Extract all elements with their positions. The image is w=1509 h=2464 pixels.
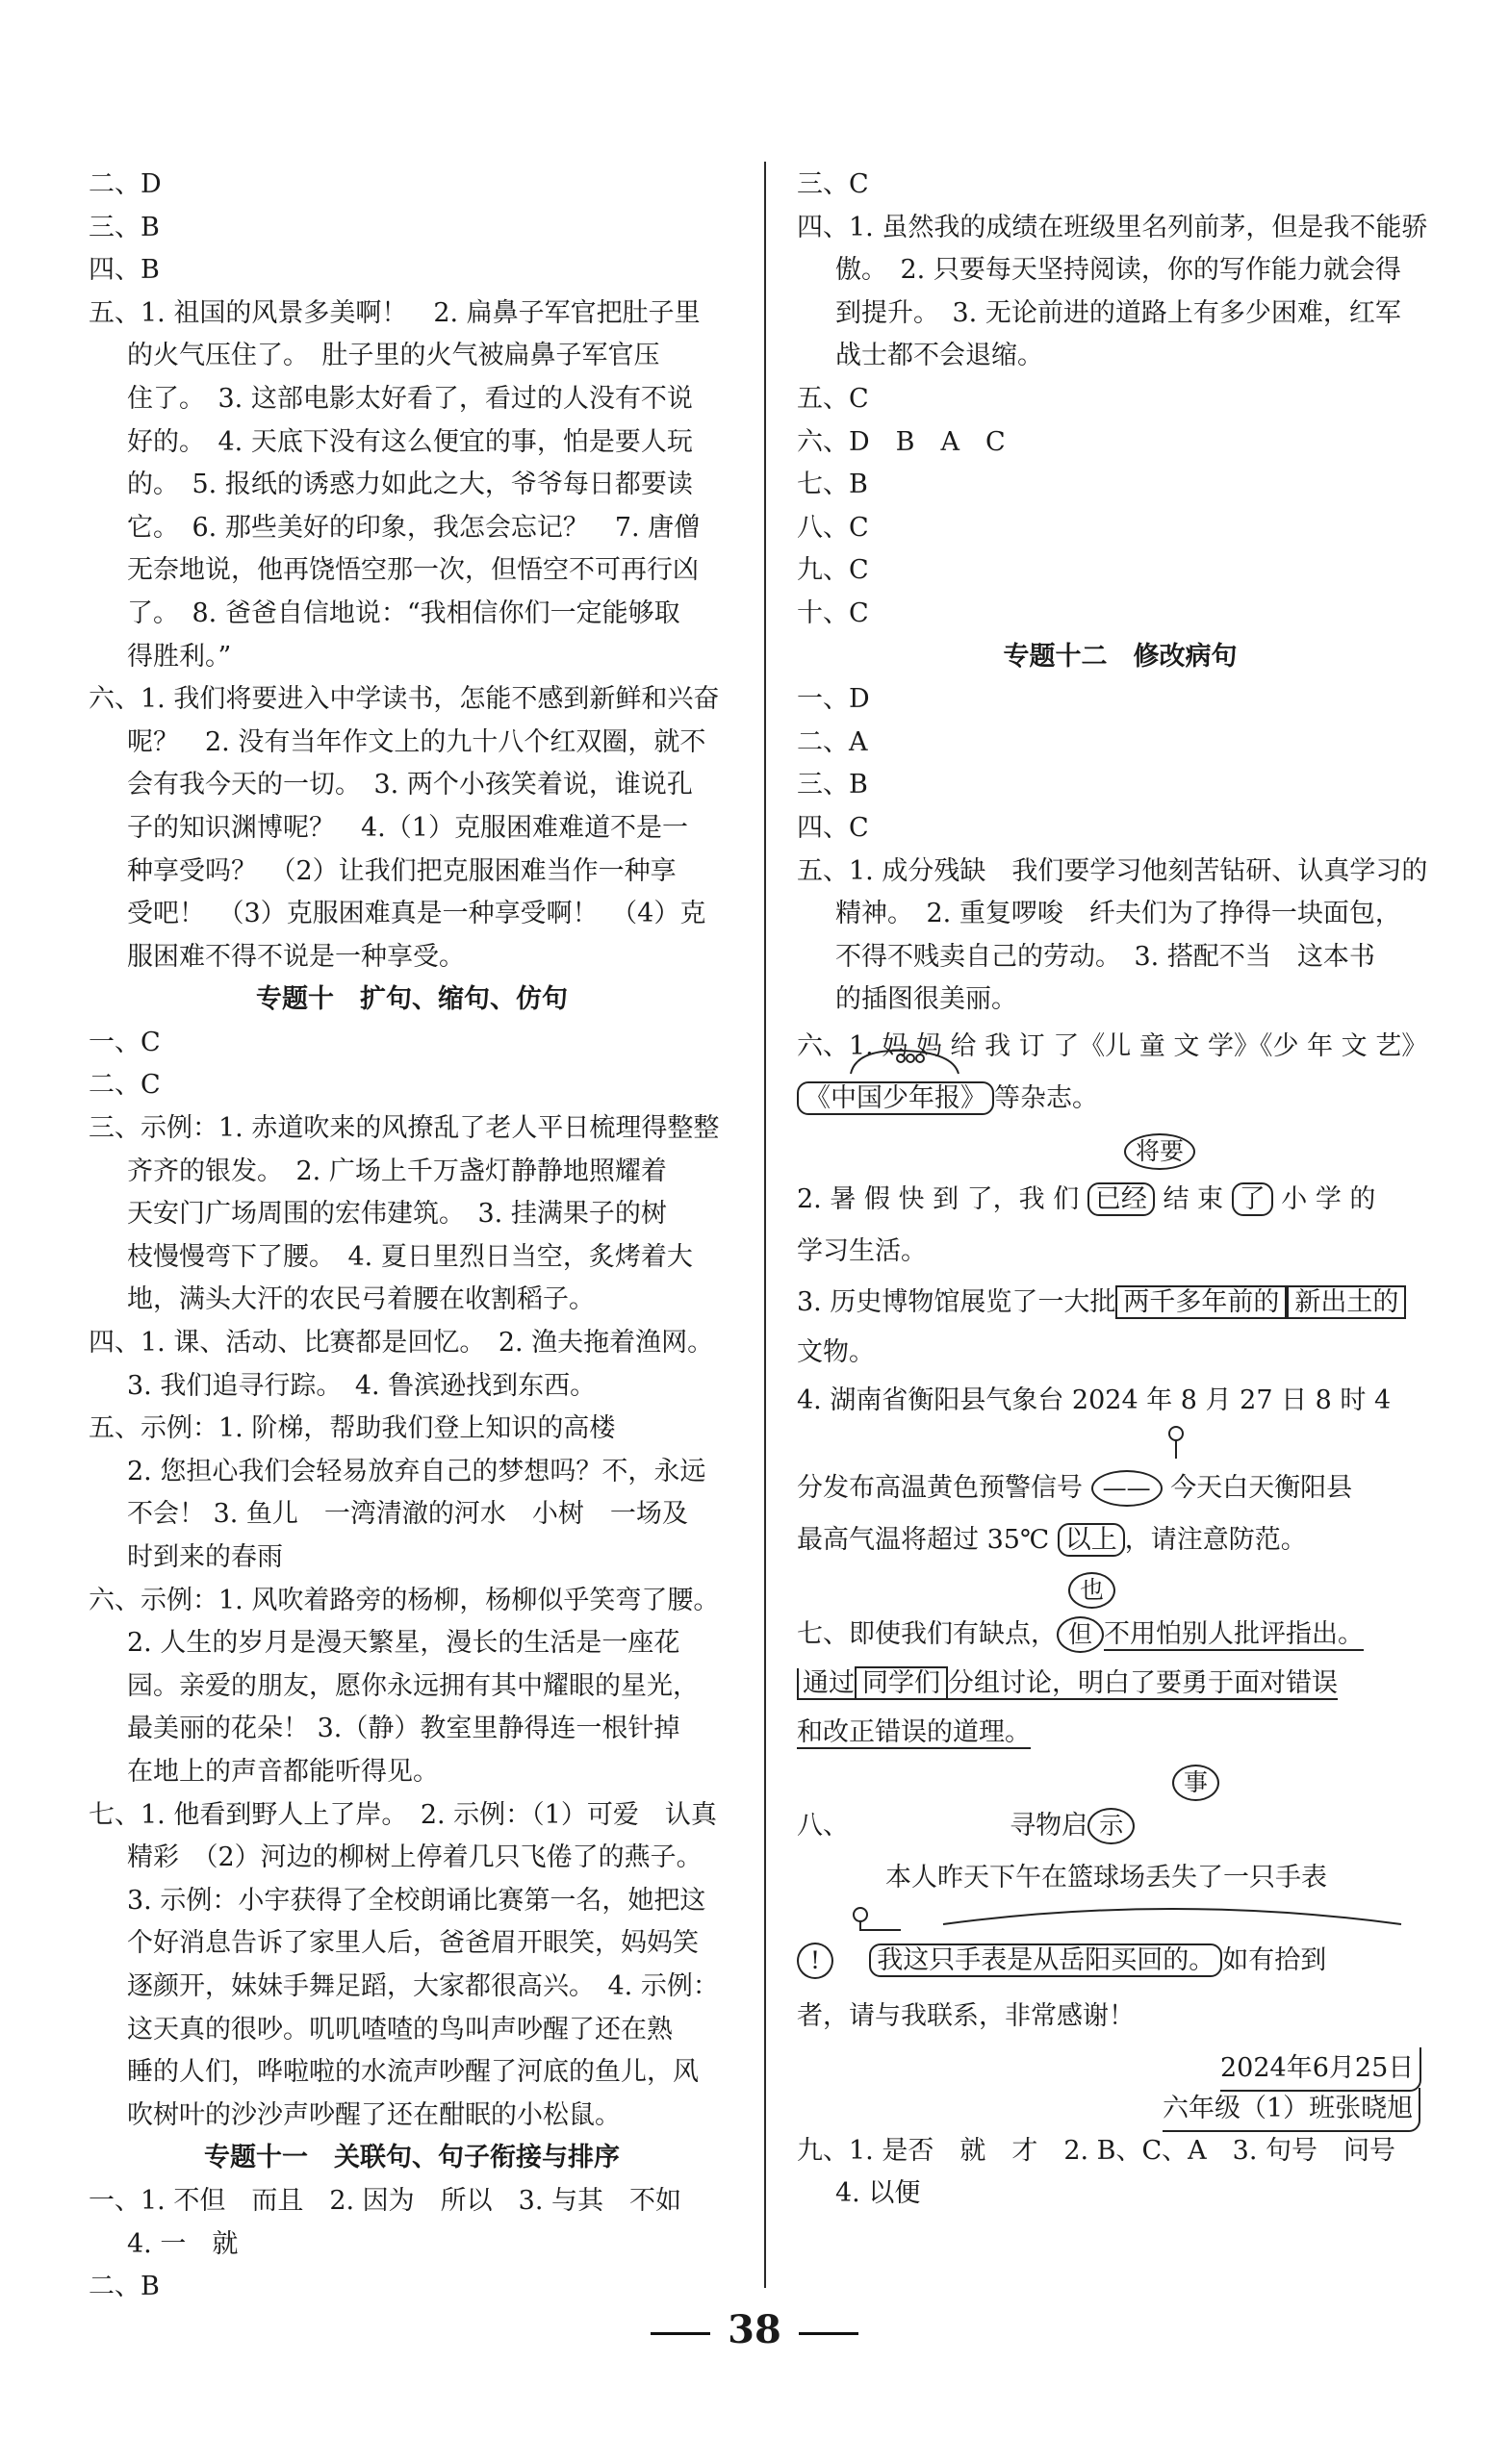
right-answers-upper xyxy=(797,164,1444,1022)
answer-line: 八、C xyxy=(797,512,869,543)
answer-line: 3. 我们追寻行踪。 4. 鲁滨逊找到东西。 xyxy=(127,1370,597,1401)
answer-line: 二、C xyxy=(89,1070,161,1101)
q7-l2-b: 分组讨论，明白了要勇于面对错误 xyxy=(948,1667,1338,1698)
q6-line-1: 六、1. 妈 妈 给 我 订 了《儿 童 文 学》《少 年 文 艺》 xyxy=(797,1030,1428,1061)
q6-line-9 xyxy=(797,1514,1444,1566)
answer-line: 七、1. 他看到野人上了岸。 2. 示例：（1）可爱 认真 xyxy=(89,1799,717,1830)
q6-line-2 xyxy=(797,1072,1444,1126)
answer-line: 时到来的春雨 xyxy=(127,1542,283,1572)
answer-line: 三、B xyxy=(797,770,868,800)
answer-line: 受吧！ （3）克服困难真是一种享受啊！ （4）克 xyxy=(127,899,706,929)
page-number xyxy=(0,2307,1509,2352)
answer-line: 精神。 2. 重复啰唆 纤夫们为了挣得一块面包， xyxy=(835,899,1401,929)
notice-signature-block xyxy=(797,2045,1444,2130)
answer-line: 精彩 （2）河边的柳树上停着几只飞倦了的燕子。 xyxy=(127,1842,703,1873)
answer-line: 个好消息告诉了家里人后，爸爸眉开眼笑，妈妈笑 xyxy=(127,1928,699,1959)
q7-l2-a: 通过 xyxy=(797,1668,855,1700)
q8-insert-row xyxy=(797,1757,1444,1801)
insert-word-ye: 也 xyxy=(1068,1572,1115,1609)
q6-line-5 xyxy=(797,1278,1444,1328)
q6-l9-a: 最高气温将超过 35℃ xyxy=(797,1524,1050,1555)
question-8-block xyxy=(797,1757,1444,2130)
q8-line-2: 本人昨天下午在篮球场丢失了一只手表 xyxy=(885,1862,1327,1892)
answer-line: 无奈地说，他再饶悟空那一次，但悟空不可再行凶 xyxy=(127,555,699,586)
q7-box-tongxuemen: 同学们 xyxy=(855,1666,948,1700)
section-heading: 专题十一 关联句、句子衔接与排序 xyxy=(204,2143,620,2173)
answer-line: 4. 一 就 xyxy=(127,2228,239,2259)
answer-line: 齐齐的银发。 2. 广场上千万盏灯静静地照耀着 xyxy=(127,1156,667,1186)
q8-line-1 xyxy=(797,1801,1444,1851)
page-number-text: 38 xyxy=(728,2307,781,2352)
answer-line: 得胜利。” xyxy=(127,641,232,672)
column-divider xyxy=(764,162,766,2288)
answer-line: 五、1. 成分残缺 我们要学习他刻苦钻研、认真学习的 xyxy=(797,855,1428,886)
answer-line: 2. 人生的岁月是漫天繁星，漫长的生活是一座花 xyxy=(127,1628,680,1659)
answer-line: 2. 您担心我们会轻易放弃自己的梦想吗？不，永远 xyxy=(127,1456,706,1486)
answer-line: 的火气压住了。 肚子里的火气被扁鼻子军官压 xyxy=(127,341,660,371)
right-answers-lower xyxy=(797,2130,1444,2216)
insert-arc-mark xyxy=(847,1045,962,1078)
answer-line: 子的知识渊博呢？ 4.（1）克服困难难道不是一 xyxy=(127,812,688,843)
answer-line: 九、1. 是否 就 才 2. B、C、A 3. 句号 问号 xyxy=(797,2135,1396,2166)
answer-line: 不会！ 3. 鱼儿 一湾清澈的河水 小树 一场及 xyxy=(127,1499,688,1530)
q7-circle-dan: 但 xyxy=(1057,1616,1104,1653)
answer-line: 四、B xyxy=(89,255,160,286)
q6-box-liangqian: 两千多年前的 xyxy=(1115,1285,1287,1319)
q6-l3-a: 2. 暑 假 快 到 了，我 们 xyxy=(797,1183,1080,1214)
answer-line: 的插图很美丽。 xyxy=(835,984,1017,1015)
notice-title-circle: 示 xyxy=(1087,1808,1135,1844)
q6-line-6: 文物。 xyxy=(797,1336,875,1367)
question-6-block xyxy=(797,1022,1444,1566)
q8-boxed-sentence: 我这只手表是从岳阳买回的。 xyxy=(869,1943,1222,1977)
q6-circle-le: 了 xyxy=(1232,1182,1273,1216)
answer-line: 服困难不得不说是一种享受。 xyxy=(127,941,465,972)
answer-line: 了。 8. 爸爸自信地说：“我相信你们一定能够取 xyxy=(127,597,680,628)
q8-label: 八、 xyxy=(797,1810,849,1841)
answer-line: 九、C xyxy=(797,555,869,586)
q6-l3-b: 结 束 xyxy=(1163,1183,1224,1214)
answer-line: 睡的人们，哗啦啦的水流声吵醒了河底的鱼儿，风 xyxy=(127,2057,699,2088)
answer-line: 五、1. 祖国的风景多美啊！ 2. 扁鼻子军官把肚子里 xyxy=(89,297,701,328)
q6-line-8 xyxy=(797,1462,1444,1514)
q7-insert-row xyxy=(797,1566,1444,1611)
answer-line: 地，满头大汗的农民弓着腰在收割稻子。 xyxy=(127,1284,595,1315)
answer-line: 六、示例：1. 风吹着路旁的杨柳，杨柳似乎笑弯了腰。 xyxy=(89,1585,720,1615)
answer-line: 四、1. 虽然我的成绩在班级里名列前茅，但是我不能骄 xyxy=(797,212,1428,242)
answer-line: 4. 以便 xyxy=(835,2178,921,2209)
q6-line-4: 学习生活。 xyxy=(797,1235,927,1266)
answer-line: 好的。 4. 天底下没有这么便宜的事，怕是要人玩 xyxy=(127,426,693,457)
answer-line: 3. 示例：小宇获得了全校朗诵比赛第一名，她把这 xyxy=(127,1885,706,1916)
insert-word-jiangyao: 将要 xyxy=(1124,1133,1195,1170)
q6-insert-row xyxy=(797,1126,1444,1174)
q6-l5-a: 3. 历史博物馆展览了一大批 xyxy=(797,1286,1116,1317)
q8-line-3-rest: 如有拾到 xyxy=(1222,1944,1327,1975)
q7-line-3 xyxy=(797,1709,1444,1757)
move-arc-mark xyxy=(941,1899,1403,1926)
insert-word-shi: 事 xyxy=(1172,1765,1219,1801)
q6-l3-c: 小 学 的 xyxy=(1281,1183,1376,1214)
q6-l8-b: 今天白天衡阳县 xyxy=(1170,1472,1353,1503)
answer-line: 傲。 2. 只要每天坚持阅读，你的写作能力就会得 xyxy=(835,255,1401,286)
answer-line: 不得不贱卖自己的劳动。 3. 搭配不当 这本书 xyxy=(835,941,1375,972)
answer-line: 三、B xyxy=(89,212,160,242)
answer-line: 吹树叶的沙沙声吵醒了还在酣眠的小松鼠。 xyxy=(127,2099,621,2130)
q6-oval-dash: —— xyxy=(1091,1470,1163,1507)
q7-line-1 xyxy=(797,1611,1444,1659)
q6-circle-yishang: 以上 xyxy=(1058,1523,1125,1557)
notice-signature: 六年级（1）班张晓旭 xyxy=(1163,2088,1420,2133)
q6-line-7: 4. 湖南省衡阳县气象台 2024 年 8 月 27 日 8 时 4 xyxy=(797,1384,1392,1415)
section-heading: 专题十 扩句、缩句、仿句 xyxy=(256,984,568,1015)
q7-l1-a: 七、即使我们有缺点， xyxy=(797,1618,1057,1649)
q6-boxed-text: 《中国少年报》 xyxy=(797,1081,994,1115)
q7-line-2 xyxy=(797,1659,1444,1709)
answer-line: 天安门广场周围的宏伟建筑。 3. 挂满果子的树 xyxy=(127,1199,667,1230)
right-column xyxy=(797,164,1444,2216)
answer-line: 会有我今天的一切。 3. 两个小孩笑着说，谁说孔 xyxy=(127,770,693,800)
answer-line: 在地上的声音都能听得见。 xyxy=(127,1756,439,1787)
answer-line: 战士都不会退缩。 xyxy=(835,341,1043,371)
page-number-dash-left xyxy=(651,2332,710,2335)
answer-line: 五、示例：1. 阶梯，帮助我们登上知识的高楼 xyxy=(89,1413,616,1444)
answer-line: 呢？ 2. 没有当年作文上的九十八个红双圈，就不 xyxy=(127,726,706,757)
answer-line: 到提升。 3. 无论前进的道路上有多少困难，红军 xyxy=(835,297,1401,328)
answer-line: 一、C xyxy=(89,1027,161,1057)
answer-line: 三、C xyxy=(797,169,869,199)
q6-line-3 xyxy=(797,1174,1444,1226)
answer-line: 最美丽的花朵！ 3.（静）教室里静得连一根针掉 xyxy=(127,1714,680,1744)
insert-bracket-mark xyxy=(803,1905,908,1934)
notice-title: 寻物启 xyxy=(1010,1810,1088,1841)
q6-l8-a: 分发布高温黄色预警信号 xyxy=(797,1472,1083,1503)
notice-date: 2024年6月25日 xyxy=(1220,2047,1421,2093)
q6-box-xinchutu: 新出土的 xyxy=(1287,1285,1406,1319)
answer-line: 园。亲爱的朋友，愿你永远拥有其中耀眼的星光， xyxy=(127,1670,699,1701)
q7-l3: 和改正错误的道理。 xyxy=(797,1716,1031,1747)
answer-line: 它。 6. 那些美好的印象，我怎会忘记？ 7. 唐僧 xyxy=(127,512,701,543)
answer-line: 一、D xyxy=(797,684,870,715)
page-number-dash-right xyxy=(799,2332,858,2335)
q8-mark-row xyxy=(797,1905,1444,1934)
answer-line: 二、B xyxy=(89,2272,160,2302)
q8-line-3 xyxy=(797,1934,1444,1988)
section-heading: 专题十二 修改病句 xyxy=(1003,641,1238,672)
q7-l1-b: 不用怕别人批评指出。 xyxy=(1104,1618,1365,1649)
answer-line: 四、C xyxy=(797,812,869,843)
answer-line: 三、示例：1. 赤道吹来的风撩乱了老人平日梳理得整整 xyxy=(89,1113,720,1144)
q6-line-2-rest: 等杂志。 xyxy=(994,1082,1098,1113)
answer-line: 七、B xyxy=(797,470,868,500)
answer-line: 种享受吗？ （2）让我们把克服困难当作一种享 xyxy=(127,855,677,886)
answer-line: 十、C xyxy=(797,597,869,628)
insert-lollipop-mark xyxy=(1159,1424,1197,1462)
answer-line: 枝慢慢弯下了腰。 4. 夏日里烈日当空，炙烤着大 xyxy=(127,1241,693,1272)
answer-line: 住了。 3. 这部电影太好看了，看过的人没有不说 xyxy=(127,383,693,414)
answer-line: 二、A xyxy=(797,726,868,757)
answer-line: 一、1. 不但 而且 2. 因为 所以 3. 与其 不如 xyxy=(89,2185,682,2216)
exclaim-circle: ! xyxy=(797,1943,833,1979)
left-column xyxy=(89,164,735,2309)
answer-line: 四、1. 课、活动、比赛都是回忆。 2. 渔夫拖着渔网。 xyxy=(89,1328,714,1359)
q6-mark-row xyxy=(797,1424,1444,1462)
q6-l9-b: ，请注意防范。 xyxy=(1124,1524,1307,1555)
answer-line: 六、D B A C xyxy=(797,426,1006,457)
answer-line: 的。 5. 报纸的诱惑力如此之大，爷爷每日都要读 xyxy=(127,470,693,500)
answer-line: 六、1. 我们将要进入中学读书，怎能不感到新鲜和兴奋 xyxy=(89,684,720,715)
answer-line: 二、D xyxy=(89,169,162,199)
q8-line-4: 者，请与我联系，非常感谢！ xyxy=(797,2000,1135,2031)
answer-line: 这天真的很吵。叽叽喳喳的鸟叫声吵醒了还在熟 xyxy=(127,2014,673,2045)
answer-line: 逐颜开，妹妹手舞足蹈，大家都很高兴。 4. 示例： xyxy=(127,1970,719,2001)
answer-line: 五、C xyxy=(797,383,869,414)
question-7-block xyxy=(797,1566,1444,1757)
q6-circle-yijing: 已经 xyxy=(1087,1182,1155,1216)
